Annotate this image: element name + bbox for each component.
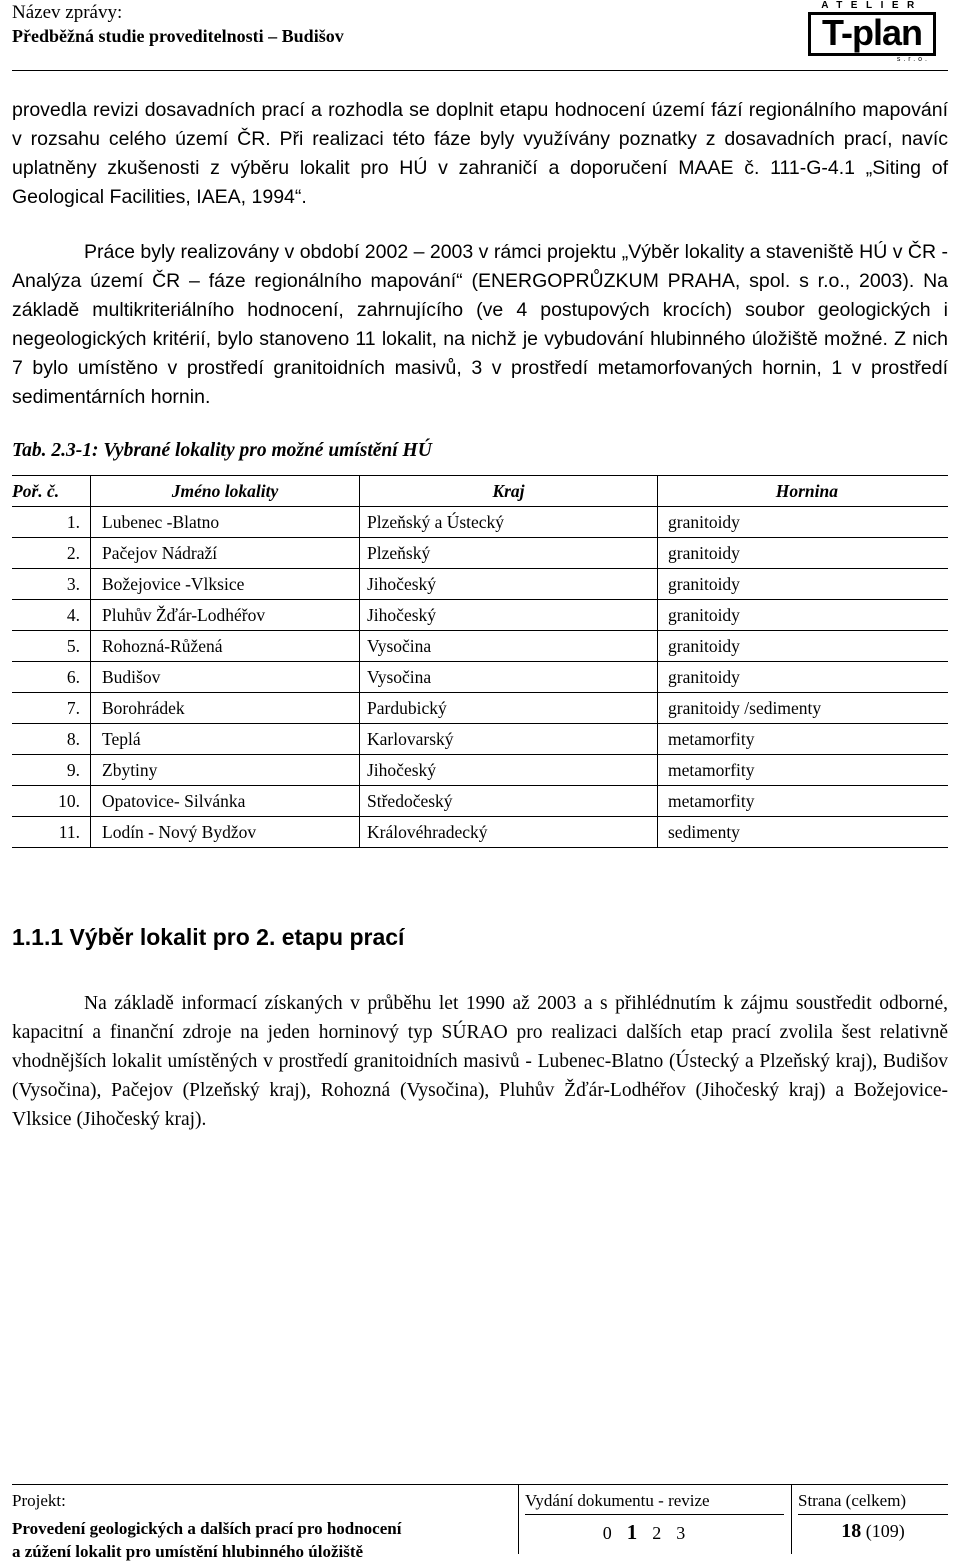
- row-region: Jihočeský: [360, 569, 658, 600]
- row-rock-type: granitoidy /sedimenty: [658, 693, 949, 724]
- row-rock-type: granitoidy: [658, 631, 949, 662]
- row-order-number: 4.: [12, 600, 91, 631]
- footer-revision-values: [525, 1520, 765, 1545]
- footer-project-line: a zúžení lokalit pro umístění hlubinného úložiště: [12, 1542, 364, 1561]
- row-order-number: 3.: [12, 569, 91, 600]
- row-order-number: 2.: [12, 538, 91, 569]
- column-header-region: Kraj: [360, 476, 658, 507]
- table-row: [12, 755, 948, 786]
- row-locality-name: Opatovice- Silvánka: [91, 786, 360, 817]
- row-region: Plzeňský a Ústecký: [360, 507, 658, 538]
- table-row: [12, 724, 948, 755]
- row-region: Plzeňský: [360, 538, 658, 569]
- row-region: Pardubický: [360, 693, 658, 724]
- row-order-number: 10.: [12, 786, 91, 817]
- logo-wordmark: T-plan: [808, 12, 936, 56]
- footer-page-number: [798, 1520, 948, 1543]
- section-heading: 1.1.1 Výběr lokalit pro 2. etapu prací: [12, 924, 405, 950]
- row-locality-name: Lodín - Nový Bydžov: [91, 817, 360, 848]
- table-row: [12, 538, 948, 569]
- row-region: Středočeský: [360, 786, 658, 817]
- table-row: [12, 507, 948, 538]
- row-region: Jihočeský: [360, 600, 658, 631]
- table-row: [12, 662, 948, 693]
- row-region: Vysočina: [360, 662, 658, 693]
- table-row: [12, 569, 948, 600]
- locality-table: [12, 475, 948, 848]
- row-region: Karlovarský: [360, 724, 658, 755]
- row-rock-type: granitoidy: [658, 569, 949, 600]
- table-row: [12, 786, 948, 817]
- page-footer: [12, 1484, 948, 1561]
- table-row: [12, 600, 948, 631]
- row-rock-type: granitoidy: [658, 600, 949, 631]
- row-locality-name: Rohozná-Růžená: [91, 631, 360, 662]
- footer-project-name: [12, 1517, 502, 1563]
- row-rock-type: sedimenty: [658, 817, 949, 848]
- row-rock-type: metamorfity: [658, 724, 949, 755]
- row-locality-name: Lubenec -Blatno: [91, 507, 360, 538]
- column-header-rock: Hornina: [658, 476, 949, 507]
- footer-column-divider: [518, 1484, 519, 1554]
- report-name-label: Název zprávy:: [12, 2, 123, 23]
- row-order-number: 8.: [12, 724, 91, 755]
- revision-value-current: 1: [626, 1520, 640, 1544]
- paragraph-stage2-selection: Na základě informací získaných v průběhu let 1990 až 2003 a s přihlédnutím k zájmu soustředit odborné, kapacitní a finanční zdroje na jeden horninový typ SÚRAO pro realizaci dalších etap prací zvolila šest relativně vhodnějších lokalit umístěných v prostředí granitoidních masivů - Lubenec-Blatno (Ústecký a Plzeňský kraj), Budišov (Vysočina), Pačejov (Plzeňský kraj), Rohozná (Vysočina), Pluhův Žďár-Lodhéřov (Jihočeský kraj) a Božejovice-Vlksice (Jihočeský kraj).: [12, 993, 948, 1130]
- page-number: 18: [841, 1520, 862, 1542]
- table-body: [12, 507, 948, 848]
- footer-revision-label: Vydání dokumentu - revize: [525, 1491, 710, 1510]
- column-header-order: Poř. č.: [12, 476, 91, 507]
- footer-rule: [525, 1514, 784, 1515]
- revision-value: 3: [676, 1523, 688, 1543]
- row-rock-type: granitoidy: [658, 507, 949, 538]
- footer-page-label: Strana (celkem): [798, 1491, 907, 1510]
- row-order-number: 5.: [12, 631, 91, 662]
- page-header: [12, 0, 948, 70]
- row-locality-name: Borohrádek: [91, 693, 360, 724]
- row-region: Vysočina: [360, 631, 658, 662]
- row-order-number: 7.: [12, 693, 91, 724]
- header-divider: [12, 70, 948, 71]
- row-rock-type: granitoidy: [658, 538, 949, 569]
- revision-value: 0: [602, 1523, 614, 1543]
- revision-value: 2: [652, 1523, 664, 1543]
- table-caption: Tab. 2.3-1: Vybrané lokality pro možné umístění HÚ: [12, 440, 432, 461]
- report-title: Předběžná studie proveditelnosti – Budišov: [12, 26, 344, 46]
- row-rock-type: metamorfity: [658, 786, 949, 817]
- page-total: (109): [865, 1521, 905, 1541]
- logo-sro-text: s.r.o.: [896, 56, 930, 63]
- row-order-number: 11.: [12, 817, 91, 848]
- table-header-row: [12, 476, 948, 507]
- table-row: [12, 631, 948, 662]
- footer-rule: [798, 1514, 948, 1515]
- row-locality-name: Božejovice -Vlksice: [91, 569, 360, 600]
- row-locality-name: Teplá: [91, 724, 360, 755]
- row-order-number: 9.: [12, 755, 91, 786]
- table-row: [12, 693, 948, 724]
- footer-project-line: Provedení geologických a dalších prací pro hodnocení: [12, 1519, 402, 1538]
- row-locality-name: Pluhův Žďár-Lodhéřov: [91, 600, 360, 631]
- paragraph-intro: provedla revizi dosavadních prací a rozhodla se doplnit etapu hodnocení území fází regionálního mapování v rozsahu celého území ČR. Při realizaci této fáze byly využívány poznatky z dosavadních prací, navíc uplatněny zkušenosti z výběru lokalit pro HÚ v zahraničí a doporučení MAAE č. 111-G-4.1 „Siting of Geological Facilities, IAEA, 1994“.: [12, 99, 948, 208]
- logo-atelier-text: ATELIER: [821, 0, 923, 11]
- row-order-number: 1.: [12, 507, 91, 538]
- atelier-tplan-logo: [808, 0, 936, 66]
- table-row: [12, 817, 948, 848]
- row-locality-name: Budišov: [91, 662, 360, 693]
- row-locality-name: Zbytiny: [91, 755, 360, 786]
- column-header-locality: Jméno lokality: [91, 476, 360, 507]
- footer-project-label: Projekt:: [12, 1491, 66, 1510]
- row-rock-type: granitoidy: [658, 662, 949, 693]
- row-region: Jihočeský: [360, 755, 658, 786]
- row-rock-type: metamorfity: [658, 755, 949, 786]
- paragraph-regional-mapping: Práce byly realizovány v období 2002 – 2003 v rámci projektu „Výběr lokality a staveniště HÚ v ČR - Analýza území ČR – fáze regionálního mapování“ (ENERGOPRŮZKUM PRAHA, spol. s r.o., 2003). Na základě multikriteriálního hodnocení, zahrnujícího (ve 4 postupových krocích) soubor geologických i negeologických kritérií, bylo stanoveno 11 lokalit, na nichž je vybudování hlubinného úložiště možné. Z nich 7 bylo umístěno v prostředí granitoidních masivů, 3 v prostředí metamorfovaných hornin, 1 v prostředí sedimentárních hornin.: [12, 241, 948, 408]
- row-order-number: 6.: [12, 662, 91, 693]
- footer-divider: [12, 1484, 948, 1485]
- row-region: Královéhradecký: [360, 817, 658, 848]
- row-locality-name: Pačejov Nádraží: [91, 538, 360, 569]
- footer-column-divider: [791, 1484, 792, 1554]
